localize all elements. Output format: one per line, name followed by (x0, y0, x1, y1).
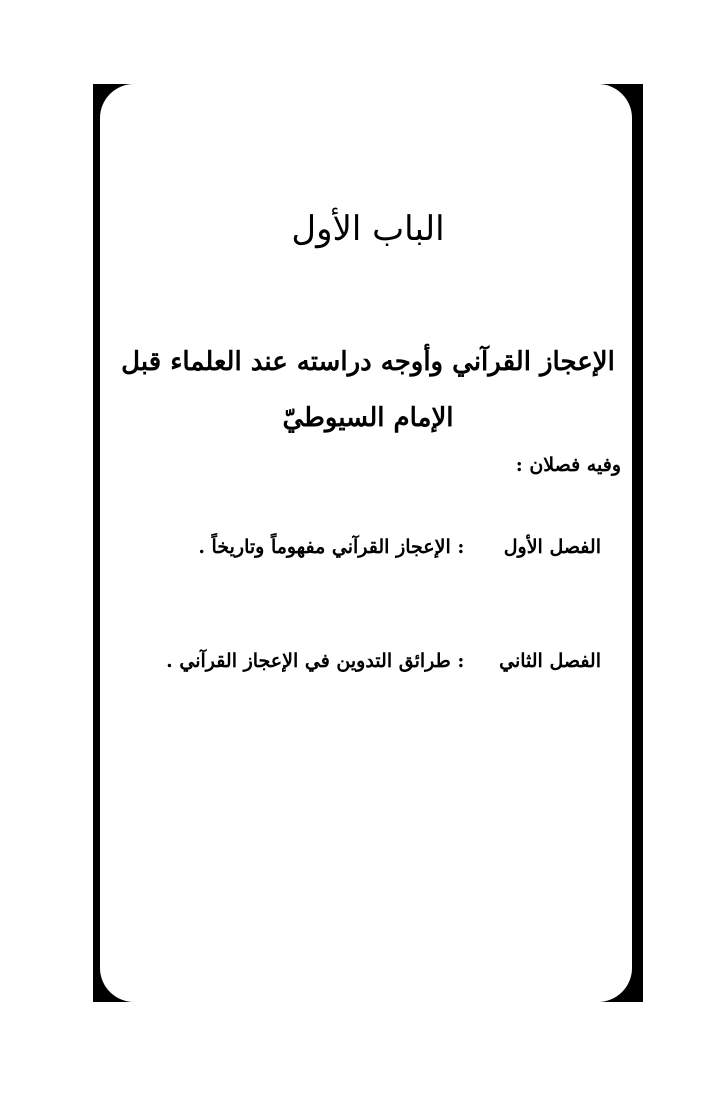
chapter-2 (166, 650, 601, 672)
intro-text: وفيه فصلان : (515, 454, 621, 476)
chapter-2-label: الفصل الثاني (499, 650, 601, 672)
main-heading-line-2: الإمام السيوطيّ (282, 403, 454, 433)
chapter-2-title: : طرائق التدوين في الإعجاز القرآني . (166, 650, 465, 672)
main-heading (101, 334, 635, 446)
part-title: الباب الأول (291, 209, 445, 249)
chapter-1-title: : الإعجاز القرآني مفهوماً وتاريخاً . (198, 536, 465, 558)
page-content (93, 84, 643, 1002)
chapter-1 (198, 536, 601, 558)
chapter-1-label: الفصل الأول (503, 536, 601, 558)
main-heading-line-1: الإعجاز القرآني وأوجه دراسته عند العلماء قبل (121, 347, 615, 377)
